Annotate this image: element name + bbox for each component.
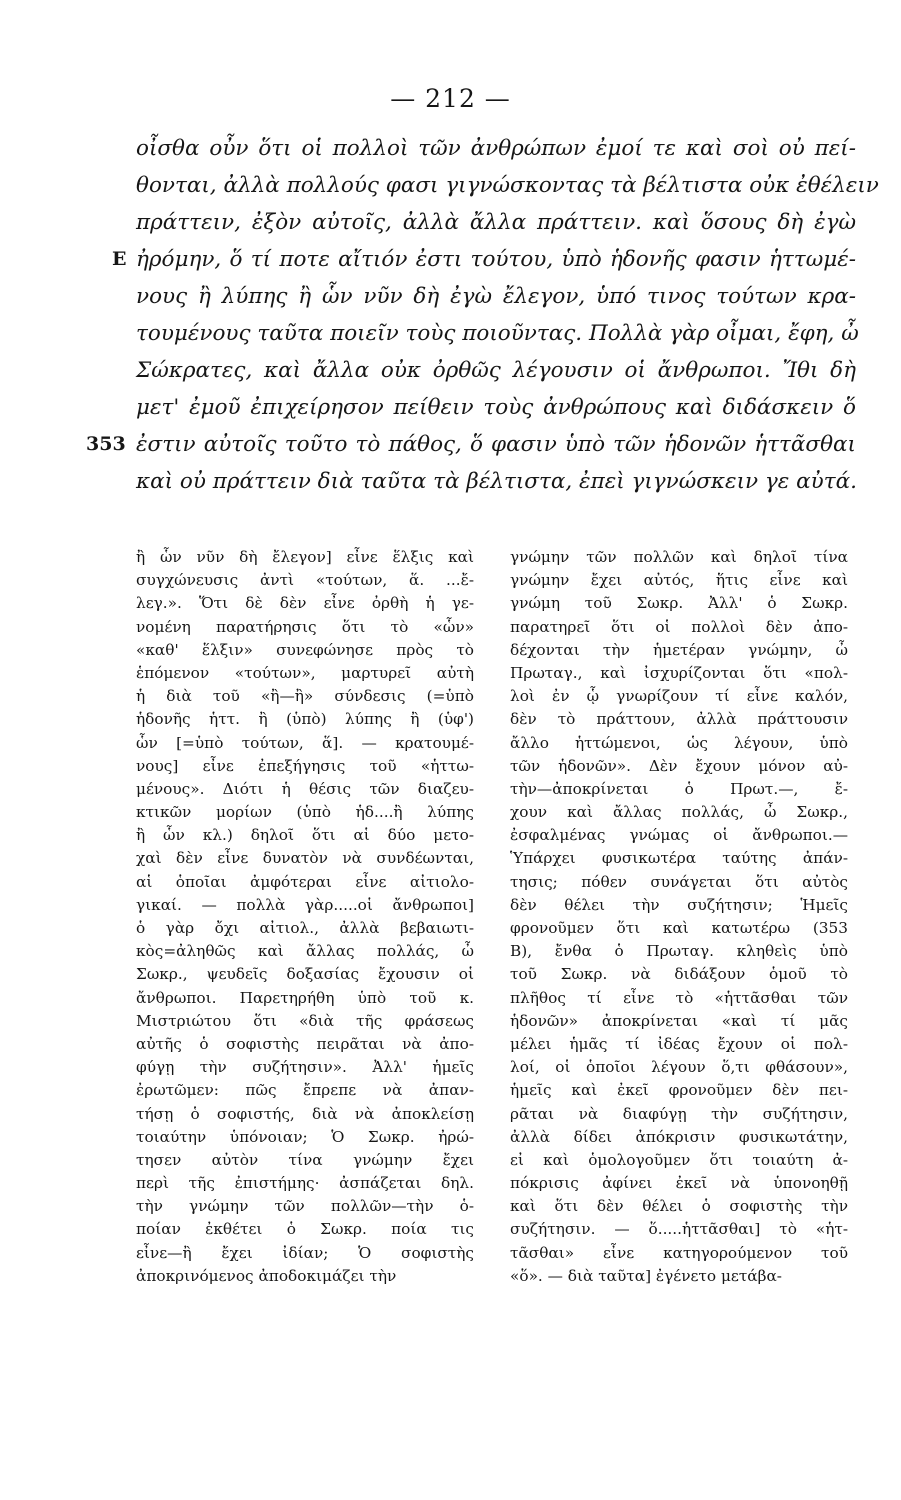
commentary-line: τησις; πόθεν συνάγεται ὅτι αὐτὸς <box>510 872 848 891</box>
commentary-line: δὲν θέλει τὴν συζήτησιν; Ἡμεῖς <box>510 895 848 914</box>
commentary-line: λοί, οἱ ὁποῖοι λέγουν ὅ,τι φθάσουν», <box>510 1058 848 1077</box>
commentary-line: γικαί. — πολλὰ γὰρ.....οἱ ἄνθρωποι] <box>136 895 474 914</box>
commentary-line: Μιστριώτου ὅτι «διὰ τῆς φράσεως <box>136 1011 474 1030</box>
commentary-line: γνώμην ἔχει αὐτός, ἥτις εἶνε καὶ <box>510 571 848 590</box>
commentary-line: τοῦ Σωκρ. νὰ διδάξουν ὁμοῦ τὸ <box>510 965 848 984</box>
commentary-line: «ὅ». — διὰ ταῦτα] ἐγένετο μετάβα- <box>510 1266 782 1285</box>
main-text-line <box>86 426 856 463</box>
margin-section-letter: E <box>112 248 127 270</box>
main-text-line-content: ἠρόμην, ὅ τί ποτε αἴτιόν ἐστι τούτου, ὑπὸ ἡδονῆς φασιν ἡττωμέ- <box>136 247 856 272</box>
commentary-right-column <box>510 546 848 1288</box>
main-text-line-content: καὶ οὐ πράττειν διὰ ταῦτα τὰ βέλτιστα, ἐπεὶ γιγνώσκειν γε αὐτά. <box>136 469 857 494</box>
main-text-line-content: μετ' ἐμοῦ ἐπιχείρησον πείθειν τοὺς ἀνθρώπους καὶ διδάσκειν ὅ <box>136 395 856 420</box>
main-text-line <box>136 315 859 352</box>
commentary-line: ἑπόμενον «τούτων», μαρτυρεῖ αὐτὴ <box>136 663 474 682</box>
commentary-line: Σωκρ., ψευδεῖς δοξασίας ἔχουσιν οἱ <box>136 965 474 984</box>
commentary-line: αὐτῆς ὁ σοφιστὴς πειρᾶται νὰ ἀπο- <box>136 1034 474 1053</box>
commentary-line: νομένη παρατήρησις ὅτι τὸ «ὧν» <box>136 617 474 636</box>
commentary-line: εἶνε—ἢ ἔχει ἰδίαν; Ὁ σοφιστὴς <box>136 1243 474 1262</box>
commentary-line: νους] εἶνε ἐπεξήγησις τοῦ «ἡττω- <box>136 756 474 775</box>
commentary-line: κτικῶν μορίων (ὑπὸ ἡδ....ἢ λύπης <box>136 803 474 822</box>
commentary <box>136 546 856 1346</box>
commentary-line: «καθ' ἕλξιν» συνεφώνησε πρὸς τὸ <box>136 640 474 659</box>
commentary-line: ἢ ὧν κλ.) δηλοῖ ὅτι αἱ δύο μετο- <box>136 826 474 845</box>
main-text-line-content: οἶσθα οὖν ὅτι οἱ πολλοὶ τῶν ἀνθρώπων ἐμοί τε καὶ σοὶ οὐ πεί- <box>136 136 856 161</box>
commentary-line: πόκρισις ἀφίνει ἐκεῖ νὰ ὑπονοηθῇ <box>510 1174 848 1193</box>
commentary-line: ἡμεῖς καὶ ἐκεῖ φρονοῦμεν δὲν πει- <box>510 1081 848 1100</box>
commentary-line: τὴν—ἀποκρίνεται ὁ Πρωτ.—, ἔ- <box>510 779 848 798</box>
commentary-line: ἀλλὰ δίδει ἀπόκρισιν φυσικωτάτην, <box>510 1127 848 1146</box>
main-text-line <box>112 241 856 278</box>
commentary-line: τᾶσθαι» εἶνε κατηγορούμενον τοῦ <box>510 1243 848 1262</box>
margin-page-number: 353 <box>86 433 126 455</box>
commentary-line: ρᾶται νὰ διαφύγῃ τὴν συζήτησιν, <box>510 1104 848 1123</box>
main-text <box>86 130 879 500</box>
commentary-line: εἰ καὶ ὁμολογοῦμεν ὅτι τοιαύτη ἀ- <box>510 1150 848 1169</box>
commentary-line: πλῆθος τί εἶνε τὸ «ἡττᾶσθαι τῶν <box>510 988 848 1007</box>
commentary-line: λοὶ ἐν ᾧ γνωρίζουν τί εἶνε καλόν, <box>510 687 848 706</box>
commentary-left-column <box>136 546 474 1288</box>
commentary-line: δέχονται τὴν ἡμετέραν γνώμην, ὦ <box>510 640 848 659</box>
commentary-line: περὶ τῆς ἐπιστήμης· ἀσπάζεται δηλ. <box>136 1174 474 1193</box>
commentary-line: ἡ διὰ τοῦ «ἢ—ἢ» σύνδεσις (=ὑπὸ <box>136 687 474 706</box>
commentary-line: ἡδονῶν» ἀποκρίνεται «καὶ τί μᾶς <box>510 1011 848 1030</box>
commentary-line: χαὶ δὲν εἶνε δυνατὸν νὰ συνδέωνται, <box>136 849 474 868</box>
commentary-line: ἐσφαλμένας γνώμας οἱ ἄνθρωποι.— <box>510 826 848 845</box>
commentary-line: μέλει ἡμᾶς τί ἰδέας ἔχουν οἱ πολ- <box>510 1034 848 1053</box>
main-text-line-content: τουμένους ταῦτα ποιεῖν τοὺς ποιοῦντας. Πολλὰ γὰρ οἶμαι, ἔφη, ὦ <box>136 321 859 346</box>
commentary-line: συζήτησιν. — ὅ.....ἡττᾶσθαι] τὸ «ἡτ- <box>510 1220 848 1239</box>
main-text-line-content: νους ἢ λύπης ἢ ὧν νῦν δὴ ἐγὼ ἔλεγον, ὑπό τινος τούτων κρα- <box>136 284 856 309</box>
commentary-line: τοιαύτην ὑπόνοιαν; Ὁ Σωκρ. ἠρώ- <box>136 1127 474 1146</box>
commentary-line: φρονοῦμεν ὅτι καὶ κατωτέρω (353 <box>510 919 848 937</box>
main-text-line-content: θονται, ἀλλὰ πολλούς φασι γιγνώσκοντας τὰ βέλτιστα οὐκ ἐθέλειν <box>136 173 879 198</box>
main-text-line <box>136 204 856 241</box>
commentary-line: ἄλλο ἡττώμενοι, ὡς λέγουν, ὑπὸ <box>510 733 848 752</box>
commentary-line: ἀποκρινόμενος ἀποδοκιμάζει τὴν <box>136 1266 397 1285</box>
main-text-line <box>136 352 856 389</box>
commentary-line: B), ἔνθα ὁ Πρωταγ. κληθεὶς ὑπὸ <box>510 942 848 961</box>
commentary-line: παρατηρεῖ ὅτι οἱ πολλοὶ δὲν ἀπο- <box>510 617 848 636</box>
commentary-line: δὲν τὸ πράττουν, ἀλλὰ πράττουσιν <box>510 710 848 729</box>
commentary-line: τήσῃ ὁ σοφιστής, διὰ νὰ ἀποκλείσῃ <box>136 1104 474 1123</box>
commentary-line: φύγῃ τὴν συζήτησιν». Ἀλλ' ἡμεῖς <box>136 1058 474 1077</box>
commentary-line: αἱ ὁποῖαι ἀμφότεραι εἶνε αἰτιολο- <box>136 872 474 891</box>
page-number: — 212 — <box>390 84 511 113</box>
commentary-line: ἐρωτῶμεν: πῶς ἔπρεπε νὰ ἀπαν- <box>136 1081 474 1100</box>
main-text-line-content: Σώκρατες, καὶ ἄλλα οὐκ ὀρθῶς λέγουσιν οἱ ἄνθρωποι. Ἴθι δὴ <box>136 358 856 383</box>
commentary-line: χουν καὶ ἄλλας πολλάς, ὦ Σωκρ., <box>510 803 848 822</box>
commentary-line: τησεν αὐτὸν τίνα γνώμην ἔχει <box>136 1150 474 1169</box>
main-text-line <box>136 130 856 167</box>
commentary-line: ἄνθρωποι. Παρετηρήθη ὑπὸ τοῦ κ. <box>136 988 474 1007</box>
commentary-line: ὧν [=ὑπὸ τούτων, ἅ]. — κρατουμέ- <box>136 733 474 752</box>
commentary-line: συγχώνευσις ἀντὶ «τούτων, ἅ. ...ἔ- <box>136 571 474 590</box>
main-text-line <box>136 389 856 426</box>
commentary-line: τὴν γνώμην τῶν πολλῶν—τὴν ὁ- <box>136 1197 474 1216</box>
commentary-line: ὁ γὰρ ὄχι αἰτιολ., ἀλλὰ βεβαιωτι- <box>136 919 474 937</box>
main-text-line-content: ἐστιν αὐτοῖς τοῦτο τὸ πάθος, ὅ φασιν ὑπὸ τῶν ἡδονῶν ἡττᾶσθαι <box>136 432 856 457</box>
commentary-line: ἢ ὧν νῦν δὴ ἔλεγον] εἶνε ἕλξις καὶ <box>136 548 474 566</box>
main-text-line <box>136 278 856 315</box>
main-text-line <box>136 463 856 500</box>
commentary-line: γνώμην τῶν πολλῶν καὶ δηλοῖ τίνα <box>510 548 848 566</box>
commentary-line: κὸς=ἀληθῶς καὶ ἄλλας πολλάς, ὦ <box>136 942 474 961</box>
commentary-line: Πρωταγ., καὶ ἰσχυρίζονται ὅτι «πολ- <box>510 663 848 682</box>
commentary-line: μένους». Διότι ἡ θέσις τῶν διαζευ- <box>136 779 474 798</box>
commentary-line: γνώμη τοῦ Σωκρ. Ἀλλ' ὁ Σωκρ. <box>510 594 848 613</box>
commentary-line: ἡδονῆς ἡττ. ἢ (ὑπὸ) λύπης ἢ (ὑφ') <box>136 710 474 729</box>
main-text-line-content: πράττειν, ἐξὸν αὐτοῖς, ἀλλὰ ἄλλα πράττειν. καὶ ὅσους δὴ ἐγὼ <box>136 210 856 235</box>
commentary-line: τῶν ἡδονῶν». Δὲν ἔχουν μόνον αὐ- <box>510 756 848 775</box>
commentary-line: ποίαν ἐκθέτει ὁ Σωκρ. ποία τις <box>136 1220 474 1239</box>
main-text-line <box>136 167 879 204</box>
commentary-line: καὶ ὅτι δὲν θέλει ὁ σοφιστὴς τὴν <box>510 1197 848 1216</box>
commentary-line: λεγ.». Ὅτι δὲ δὲν εἶνε ὀρθὴ ἡ γε- <box>136 594 474 613</box>
commentary-line: Ὑπάρχει φυσικωτέρα ταύτης ἀπάν- <box>510 849 848 868</box>
